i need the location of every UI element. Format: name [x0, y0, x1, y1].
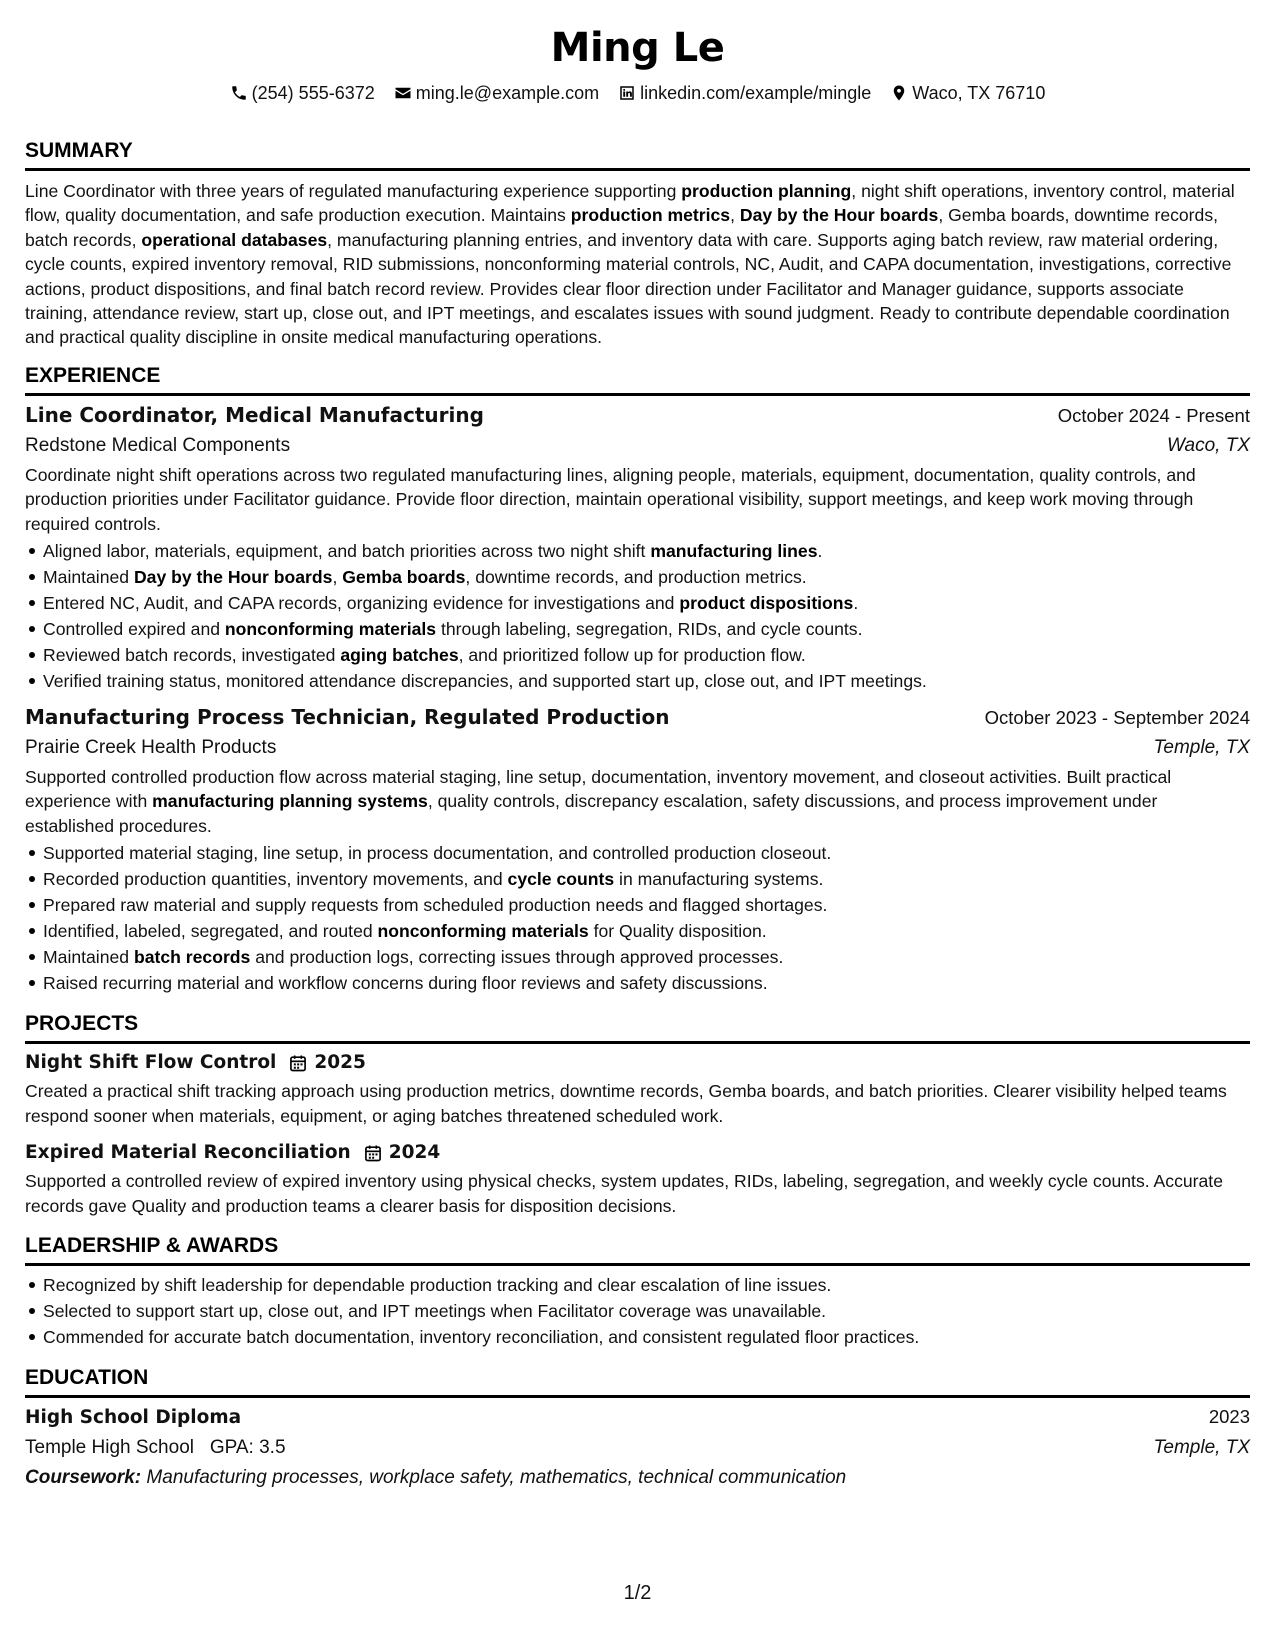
project-year: 2025: [314, 1052, 366, 1074]
list-item: Raised recurring material and workflow concerns during floor reviews and safety discussions.: [43, 970, 1250, 996]
candidate-name: Ming Le: [550, 25, 725, 71]
experience-heading: EXPERIENCE: [25, 362, 1250, 396]
job-description: Supported controlled production flow across material staging, line setup, documentation, inventory movement, and closeout activities. Built practical experience with manufacturing planning systems, quality controls, discrepancy escalation, safety discussions, and process improvement under established procedures.: [25, 767, 1172, 836]
list-item: Aligned labor, materials, equipment, and batch priorities across two night shift manufacturing lines.: [43, 538, 1250, 564]
job-location: Waco, TX: [1166, 434, 1250, 456]
education-entry: [25, 1402, 1250, 1493]
contact-linkedin[interactable]: [618, 78, 871, 108]
email-text: ming.le@example.com: [415, 83, 600, 103]
job-dates: October 2024 - Present: [1057, 404, 1250, 426]
contact-email[interactable]: [394, 78, 599, 108]
leadership-bullets: [25, 1272, 1250, 1350]
page-number: 1/2: [623, 1582, 652, 1604]
location-text: Waco, TX 76710: [912, 83, 1046, 103]
calendar-icon: [363, 1143, 383, 1163]
job-dates: October 2023 - September 2024: [984, 707, 1250, 729]
summary-heading: SUMMARY: [25, 137, 1250, 171]
degree: High School Diploma: [25, 1406, 242, 1428]
contact-line: [25, 78, 1250, 111]
list-item: Maintained batch records and production logs, correcting issues through approved processes.: [43, 944, 1250, 970]
linkedin-text: linkedin.com/example/mingle: [640, 83, 872, 103]
job-bullets: [25, 840, 1250, 996]
coursework-text: Manufacturing processes, workplace safety, mathematics, technical communication: [141, 1466, 847, 1488]
school-line: [25, 1433, 286, 1463]
job-entry: [25, 702, 1250, 996]
coursework: [25, 1463, 1250, 1493]
contact-phone[interactable]: [230, 78, 375, 108]
calendar-icon: [288, 1053, 308, 1073]
list-item: Recorded production quantities, inventory movements, and cycle counts in manufacturing systems.: [43, 866, 1250, 892]
linkedin-icon: [618, 84, 636, 102]
experience-section: [25, 362, 1250, 996]
job-company: Prairie Creek Health Products: [25, 737, 277, 759]
job-location: Temple, TX: [1153, 737, 1250, 759]
job-description: Coordinate night shift operations across two regulated manufacturing lines, aligning people, materials, equipment, documentation, quality controls, and production priorities under Facilitator guidance. Provide floor direction, maintain operational visibility, support meetings, and keep work moving through required controls.: [25, 464, 1196, 534]
education-section: [25, 1364, 1250, 1493]
list-item: Maintained Day by the Hour boards, Gemba boards, downtime records, and production metrics.: [43, 564, 1250, 590]
project-description: Supported a controlled review of expired inventory using physical checks, system updates, RIDs, labeling, segregation, and weekly cycle counts. Accurate records gave Quality and production teams a clearer basis for disposition decisions.: [25, 1171, 1223, 1216]
list-item: Entered NC, Audit, and CAPA records, organizing evidence for investigations and product dispositions.: [43, 590, 1250, 616]
project-title: Night Shift Flow Control: [25, 1052, 277, 1074]
list-item: Reviewed batch records, investigated aging batches, and prioritized follow up for production flow.: [43, 642, 1250, 668]
job-title: Manufacturing Process Technician, Regulated Production: [25, 705, 670, 730]
leadership-heading: LEADERSHIP & AWARDS: [25, 1232, 1250, 1266]
education-year: 2023: [1208, 1405, 1250, 1427]
contact-location: [890, 78, 1045, 108]
job-company: Redstone Medical Components: [25, 434, 291, 456]
job-title: Line Coordinator, Medical Manufacturing: [25, 402, 484, 427]
project-title: Expired Material Reconciliation: [25, 1142, 351, 1164]
project-entry: [25, 1048, 1250, 1128]
job-bullets: [25, 538, 1250, 694]
project-year: 2024: [388, 1142, 441, 1164]
phone-text: (254) 555-6372: [251, 83, 375, 103]
list-item: Selected to support start up, close out, and IPT meetings when Facilitator coverage was unavailable.: [43, 1298, 1250, 1324]
job-entry: [25, 400, 1250, 694]
list-item: Commended for accurate batch documentation, inventory reconciliation, and consistent regulated floor practices.: [43, 1324, 1250, 1350]
list-item: Identified, labeled, segregated, and routed nonconforming materials for Quality disposition.: [43, 918, 1250, 944]
list-item: Controlled expired and nonconforming materials through labeling, segregation, RIDs, and cycle counts.: [43, 616, 1250, 642]
list-item: Verified training status, monitored attendance discrepancies, and supported start up, close out, and IPT meetings.: [43, 668, 1250, 694]
coursework-label: Coursework:: [25, 1466, 142, 1488]
envelope-icon: [394, 84, 412, 102]
projects-section: [25, 1010, 1250, 1218]
leadership-section: [25, 1232, 1250, 1350]
list-item: Recognized by shift leadership for dependable production tracking and clear escalation of line issues.: [43, 1272, 1250, 1298]
resume-page: [25, 20, 1250, 1493]
education-heading: EDUCATION: [25, 1364, 1250, 1398]
gpa: GPA: 3.5: [209, 1436, 286, 1458]
list-item: Supported material staging, line setup, in process documentation, and controlled production closeout.: [43, 840, 1250, 866]
phone-icon: [230, 84, 248, 102]
projects-heading: PROJECTS: [25, 1010, 1250, 1044]
map-pin-icon: [890, 84, 908, 102]
project-description: Created a practical shift tracking approach using production metrics, downtime records, Gemba boards, and batch priorities. Clearer visibility helped teams respond sooner when materials, equipment, or aging batches threatened scheduled work.: [25, 1081, 1227, 1126]
education-location: Temple, TX: [1153, 1436, 1250, 1458]
summary-text: Line Coordinator with three years of regulated manufacturing experience supporting production planning, night shift operations, inventory control, material flow, quality documentation, and safe production execution. Maintains production metrics, Day by the Hour boards, Gemba boards, downtime records, batch records, operational databases, manufacturing planning entries, and inventory data with care. Supports aging batch review, raw material ordering, cycle counts, expired inventory removal, RID submissions, nonconforming material controls, NC, Audit, and CAPA documentation, investigations, corrective actions, product dispositions, and final batch record review. Provides clear floor direction under Facilitator and Manager guidance, supports associate training, attendance review, start up, close out, and IPT meetings, and escalates issues with sound judgment. Ready to contribute dependable coordination and practical quality discipline in onsite medical manufacturing operations.: [25, 181, 1235, 348]
school-name: Temple High School: [25, 1436, 194, 1458]
list-item: Prepared raw material and supply requests from scheduled production needs and flagged shortages.: [43, 892, 1250, 918]
project-entry: [25, 1138, 1250, 1218]
summary-section: [25, 137, 1250, 350]
